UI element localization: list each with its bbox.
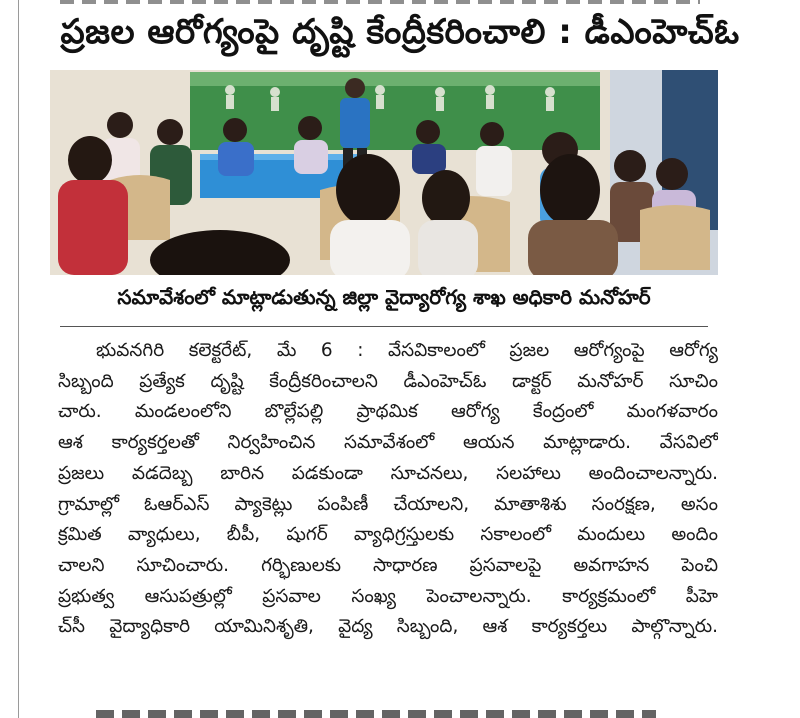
next-article-remnant [96,708,656,718]
caption-divider [60,326,708,327]
body-line: ఆశ కార్యకర్తలతో నిర్వహించిన సమావేశంలో ఆయన మాట్లాడారు. వేసవిలో [58,432,718,454]
page-column-rule [18,0,19,718]
body-line: చ్‌సీ వైద్యాధికారి యామినిశృతి, వైద్య సిబ్బంది, ఆశ కార్యకర్తలు పాల్గొన్నారు. [58,616,718,638]
article-photo [50,70,718,275]
body-line: గ్రామాల్లో ఓఆర్ఎస్ ప్యాకెట్లు పంపిణీ చేయాలని, మాతాశిశు సంరక్షణ, అసం [58,493,718,515]
article-body [58,336,718,643]
body-line: చారు. మండలంలోని బొల్లేపల్లి ప్రాథమిక ఆరోగ్య కేంద్రంలో మంగళవారం [58,401,718,423]
body-line: ప్రభుత్వ ఆసుపత్రుల్లో ప్రసవాల సంఖ్య పెంచాలన్నారు. కార్యక్రమంలో పీహె [58,585,718,607]
previous-article-remnant [60,0,700,6]
body-line: ప్రజలు వడదెబ్బ బారిన పడకుండా సూచనలు, సలహాలు అందించాలన్నారు. [58,462,718,484]
body-line: చాలని సూచించారు. గర్భిణులకు సాధారణ ప్రసవాలపై అవగాహన పెంచి [58,554,718,576]
body-line: భువనగిరి కలెక్టరేట్, మే 6 : వేసవికాలంలో ప్రజల ఆరోగ్యంపై ఆరోగ్య [96,340,718,361]
photo-caption: సమావేశంలో మాట్లాడుతున్న జిల్లా వైద్యారోగ్య శాఖ అధికారి మనోహర్ [117,284,651,309]
article-headline: ప్రజల ఆరోగ్యంపై దృష్టి కేంద్రీకరించాలి : డీఎంహెచ్ఓ [60,12,740,52]
body-line: సిబ్బంది ప్రత్యేక దృష్టి కేంద్రీకరించాలని డీఎంహెచ్ఓ డాక్టర్ మనోహర్ సూచిం [58,370,718,392]
body-line: క్రమిత వ్యాధులు, బీపీ, షుగర్ వ్యాధిగ్రస్తులకు సకాలంలో మందులు అందిం [58,524,718,546]
